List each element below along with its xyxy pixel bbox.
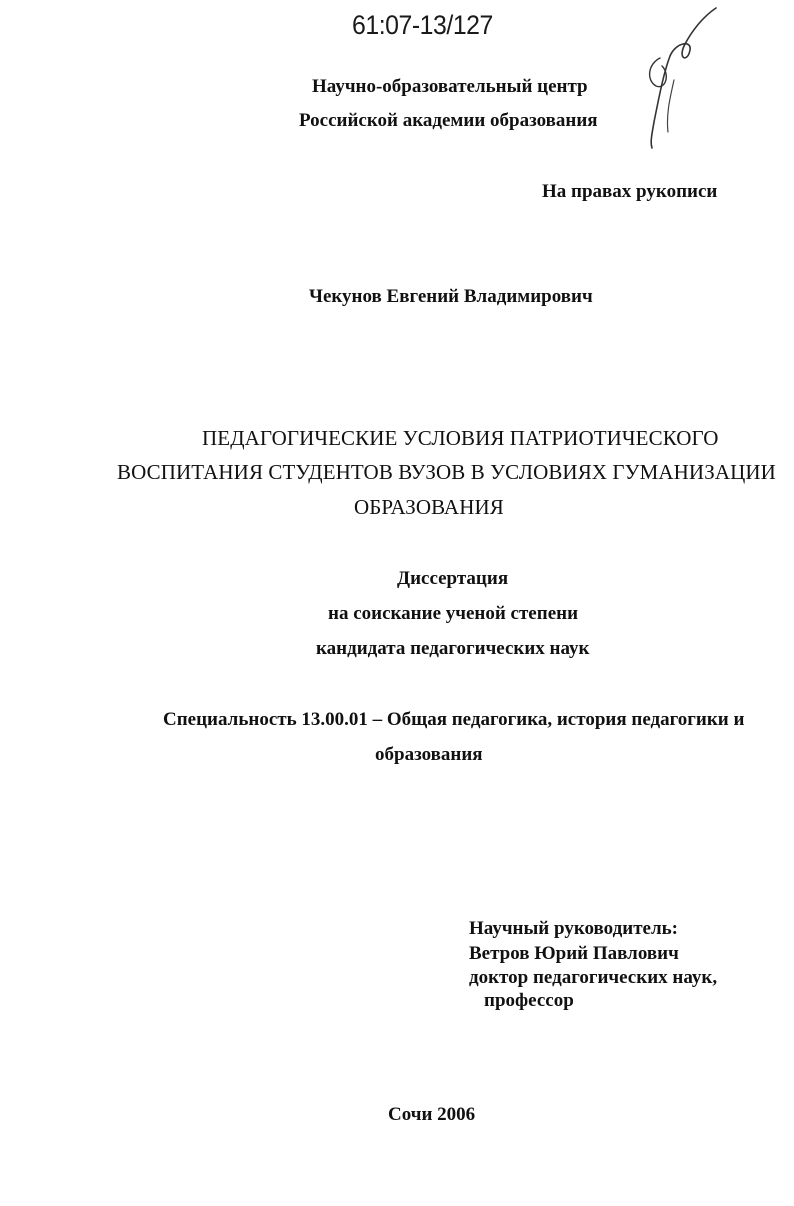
institution-line-1: Научно-образовательный центр [312,76,588,97]
place-year: Сочи 2006 [388,1104,476,1125]
rights-notice: На правах рукописи [542,181,718,202]
institution-line-2: Российской академии образования [299,110,598,131]
author-name: Чекунов Евгений Владимирович [309,286,593,307]
title-line-3: ОБРАЗОВАНИЯ [354,495,504,519]
handwritten-signature [630,2,730,152]
archive-code: 61:07-13/127 [352,10,493,40]
supervisor-degree: доктор педагогических наук, [469,967,718,988]
specialty-line-2: образования [375,744,483,765]
degree-type: Диссертация [397,568,509,589]
specialty-line-1: Специальность 13.00.01 – Общая педагогика, история педагогики и [163,709,745,730]
degree-line-2: на соискание ученой степени [328,603,579,624]
degree-line-3: кандидата педагогических наук [316,638,590,659]
supervisor-heading: Научный руководитель: [469,918,678,939]
title-line-1: ПЕДАГОГИЧЕСКИЕ УСЛОВИЯ ПАТРИОТИЧЕСКОГО [202,426,719,450]
supervisor-rank: профессор [484,990,574,1011]
title-line-2: ВОСПИТАНИЯ СТУДЕНТОВ ВУЗОВ В УСЛОВИЯХ ГУМАНИЗАЦИИ [117,460,776,484]
supervisor-name: Ветров Юрий Павлович [469,943,679,964]
